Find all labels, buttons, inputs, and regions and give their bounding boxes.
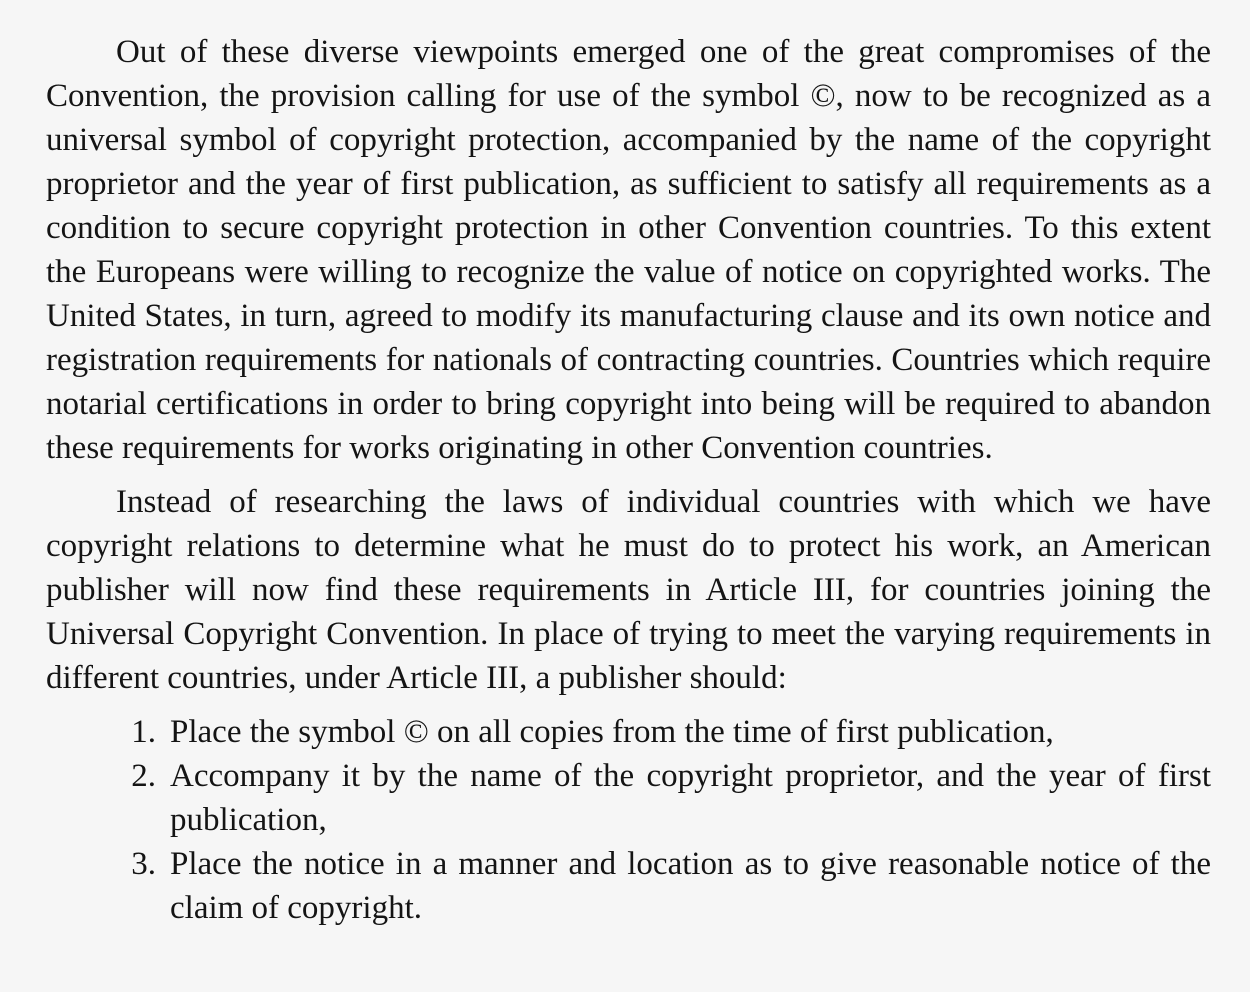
list-item-text: Place the symbol © on all copies from the time of first publication, <box>170 714 1054 750</box>
list-item <box>46 710 1211 754</box>
list-item-number: 1. <box>131 714 156 750</box>
list-item-text: Accompany it by the name of the copyright proprietor, and the year of first publication, <box>170 758 1211 838</box>
paragraph-compromise: Out of these diverse viewpoints emerged one of the great compromises of the Convention, the provision calling for use of the symbol ©, now to be recognized as a universal symbol of copyright protection, accompanied by the name of the copyright proprietor and the year of first publication, as sufficient to satisfy all requirements as a condition to secure copyright protection in other Convention countries. To this extent the Europeans were willing to recognize the value of notice on copyrighted works. The United States, in turn, agreed to modify its manufacturing clause and its own notice and registration requirements for nationals of contracting countries. Countries which require notarial certifications in order to bring copyright into being will be required to abandon these requirements for works originating in other Convention countries. <box>46 34 1211 466</box>
document-body <box>46 30 1211 930</box>
list-item-text: Place the notice in a manner and location as to give reasonable notice of the claim of copyright. <box>170 846 1211 926</box>
list-item-number: 3. <box>131 846 156 882</box>
list-item-number: 2. <box>131 758 156 794</box>
list-item <box>46 842 1211 930</box>
list-item <box>46 754 1211 842</box>
requirements-list <box>46 710 1211 930</box>
paragraph-article-iii: Instead of researching the laws of individual countries with which we have copyright relations to determine what he must do to protect his work, an American publisher will now find these requirements in Article III, for countries joining the Universal Copyright Convention. In place of trying to meet the varying requirements in different countries, under Article III, a publisher should: <box>46 484 1211 696</box>
